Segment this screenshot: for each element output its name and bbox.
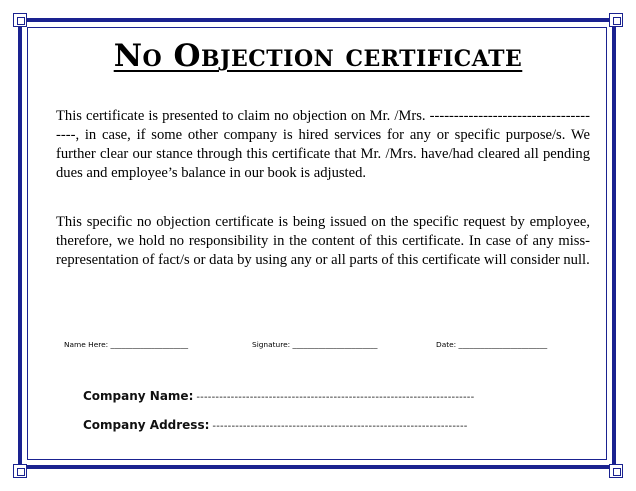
company-name-label: Company Name: (83, 389, 194, 403)
company-address-line[interactable]: ------------------------------------------------------------------- (212, 421, 468, 432)
corner-ornament-bottom-right (609, 464, 623, 478)
corner-ornament-top-left (13, 13, 27, 27)
name-field[interactable]: Name Here: _____________________ (64, 340, 189, 349)
company-address-row (83, 418, 468, 432)
certificate-paragraph-2: This specific no objection certificate is being issued on the specific request by employee, therefore, we hold no responsibility in the content of this certificate. In case of any miss-representation of fact/s or data by using any or all parts of this certificate will consider null. (56, 214, 590, 268)
corner-ornament-bottom-left (13, 464, 27, 478)
company-address-label: Company Address: (83, 418, 210, 432)
certificate-paragraph-1: This certificate is presented to claim no objection on Mr. /Mrs. -------------------------------------, in case, if some other company is hired services for any or specific purpose/s. We further clear our stance through this certificate that Mr. /Mrs. have/had cleared all pending dues and employee’s balance in our book is adjusted. (56, 108, 590, 181)
certificate-title (0, 38, 636, 74)
corner-ornament-top-right (609, 13, 623, 27)
company-name-line[interactable]: ------------------------------------------------------------------------- (196, 392, 475, 403)
date-field[interactable]: Date: ________________________ (436, 340, 548, 349)
certificate-title-text: No Objection certificate (113, 38, 523, 74)
company-name-row (83, 389, 474, 403)
signature-field[interactable]: Signature: _______________________ (252, 340, 378, 349)
